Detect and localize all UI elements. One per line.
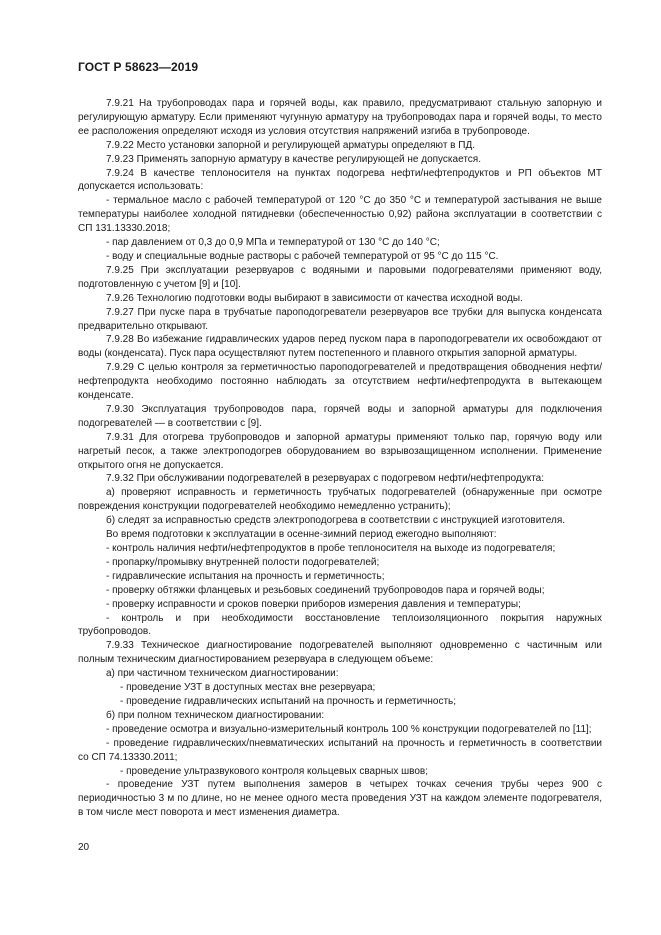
paragraph: - гидравлические испытания на прочность и герметичность; [106,570,385,582]
paragraph: 7.9.21 На трубопроводах пара и горячей воды, как правило, предусматривают стальную запорную и регулирующую арматуру. Если применяют чугунную арматуру на трубопроводах пара и горячей воды, то место ее расположения определяют исходя из условия отсутствия напряжений изгиба в трубопроводе. [78,98,602,137]
paragraph: - проведение осмотра и визуально-измерительный контроль 100 % конструкции подогревателей по [11]; [106,723,592,735]
paragraph: 7.9.24 В качестве теплоносителя на пунктах подогрева нефти/нефтепродуктов и РП объектов МТ допускается использовать: [78,167,602,193]
paragraph: - термальное масло с рабочей температурой от 120 °С до 350 °С и температурой застывания не выше температуры наиболее холодной пятидневки (обеспеченностью 0,92) района эксплуатации в соответствии с СП 131.13330.2018; [78,195,602,235]
paragraph: - проведение гидравлических испытаний на прочность и герметичность; [120,695,457,707]
paragraph: Во время подготовки к эксплуатации в осенне-зимний период ежегодно выполняют: [106,529,497,541]
paragraph: - воду и специальные водные растворы с рабочей температурой от 95 °С до 115 °С. [106,250,499,262]
paragraph: - контроль и при необходимости восстановление теплоизоляционного покрытия наружных трубопроводов. [78,612,602,638]
paragraph: - проверку обтяжки фланцевых и резьбовых соединений трубопроводов пара и горячей воды; [106,584,545,596]
paragraph: 7.9.31 Для отогрева трубопроводов и запорной арматуры применяют только пар, горячую воду или нагретый песок, а также электроподогрев оборудованием во взрывозащищенном исполнении. Применение открытого огня не допускается. [78,431,602,471]
paragraph: а) при частичном техническом диагностировании: [106,668,339,680]
paragraph: 7.9.26 Технологию подготовки воды выбирают в зависимости от качества исходной воды. [106,292,523,304]
paragraph: - проведение УЗТ в доступных местах вне резервуара; [120,682,376,694]
paragraph: - проведение гидравлических/пневматических испытаний на прочность и герметичность в соответствии со СП 74.13330.2011; [78,737,602,763]
paragraph: б) следят за исправностью средств электроподогрева в соответствии с инструкцией изготовителя. [106,515,566,527]
paragraph: 7.9.33 Техническое диагностирование подогревателей выполняют одновременно с частичным или полным техническим диагностированием резервуара в следующем объеме: [78,640,602,666]
paragraph: 7.9.28 Во избежание гидравлических ударов перед пуском пара в пароподогреватели их освобождают от воды (конденсата). Пуск пара осуществляют путем постепенного и плавного открытия запорной арматуры. [78,334,602,360]
paragraph: 7.9.27 При пуске пара в трубчатые пароподогреватели резервуаров все трубки для выпуска конденсата предварительно открывают. [78,306,602,332]
paragraph: 7.9.23 Применять запорную арматуру в качестве регулирующей не допускается. [106,153,481,165]
document-body [78,97,602,820]
paragraph: 7.9.32 При обслуживании подогревателей в резервуарах с подогревом нефти/нефтепродукта: [106,473,545,485]
page-number: 20 [78,842,90,853]
paragraph: 7.9.30 Эксплуатация трубопроводов пара, горячей воды и запорной арматуры для подключения подогревателей — в соответствии с [9]. [78,403,602,429]
paragraph: 7.9.22 Место установки запорной и регулирующей арматуры определяют в ПД. [106,139,476,151]
paragraph: - пар давлением от 0,3 до 0,9 МПа и температурой от 130 °С до 140 °С; [106,237,440,249]
paragraph: а) проверяют исправность и герметичность трубчатых подогревателей (обнаруженные при осмотре повреждения конструкции подогревателей необходимо немедленно устранить); [78,487,602,513]
paragraph: - контроль наличия нефти/нефтепродуктов в пробе теплоносителя на выходе из подогревателя; [106,543,556,554]
paragraph: б) при полном техническом диагностировании: [106,709,325,721]
paragraph: 7.9.25 При эксплуатации резервуаров с водяными и паровыми подогревателями применяют воду, подготовленную с учетом [9] и [10]. [78,264,602,290]
paragraph: - проверку исправности и сроков поверки приборов измерения давления и температуры; [106,598,521,610]
document-header: ГОСТ Р 58623—2019 [78,60,199,74]
paragraph: - проведение УЗТ путем выполнения замеров в четырех точках сечения трубы через 900 с периодичностью 3 м по длине, но не менее одного места проведения УЗТ на каждом элементе подогревателя, в том числе мест поворота и мест изменения диаметра. [78,779,602,819]
paragraph: - пропарку/промывку внутренней полости подогревателей; [106,556,380,568]
paragraph: - проведение ультразвукового контроля кольцевых сварных швов; [120,765,429,777]
paragraph: 7.9.29 С целью контроля за герметичностью пароподогревателей и предотвращения обводнения нефти/нефтепродукта необходимо постоянно наблюдать за отсутствием нефти/нефтепродукта в вытекающем конденсате. [78,362,602,402]
